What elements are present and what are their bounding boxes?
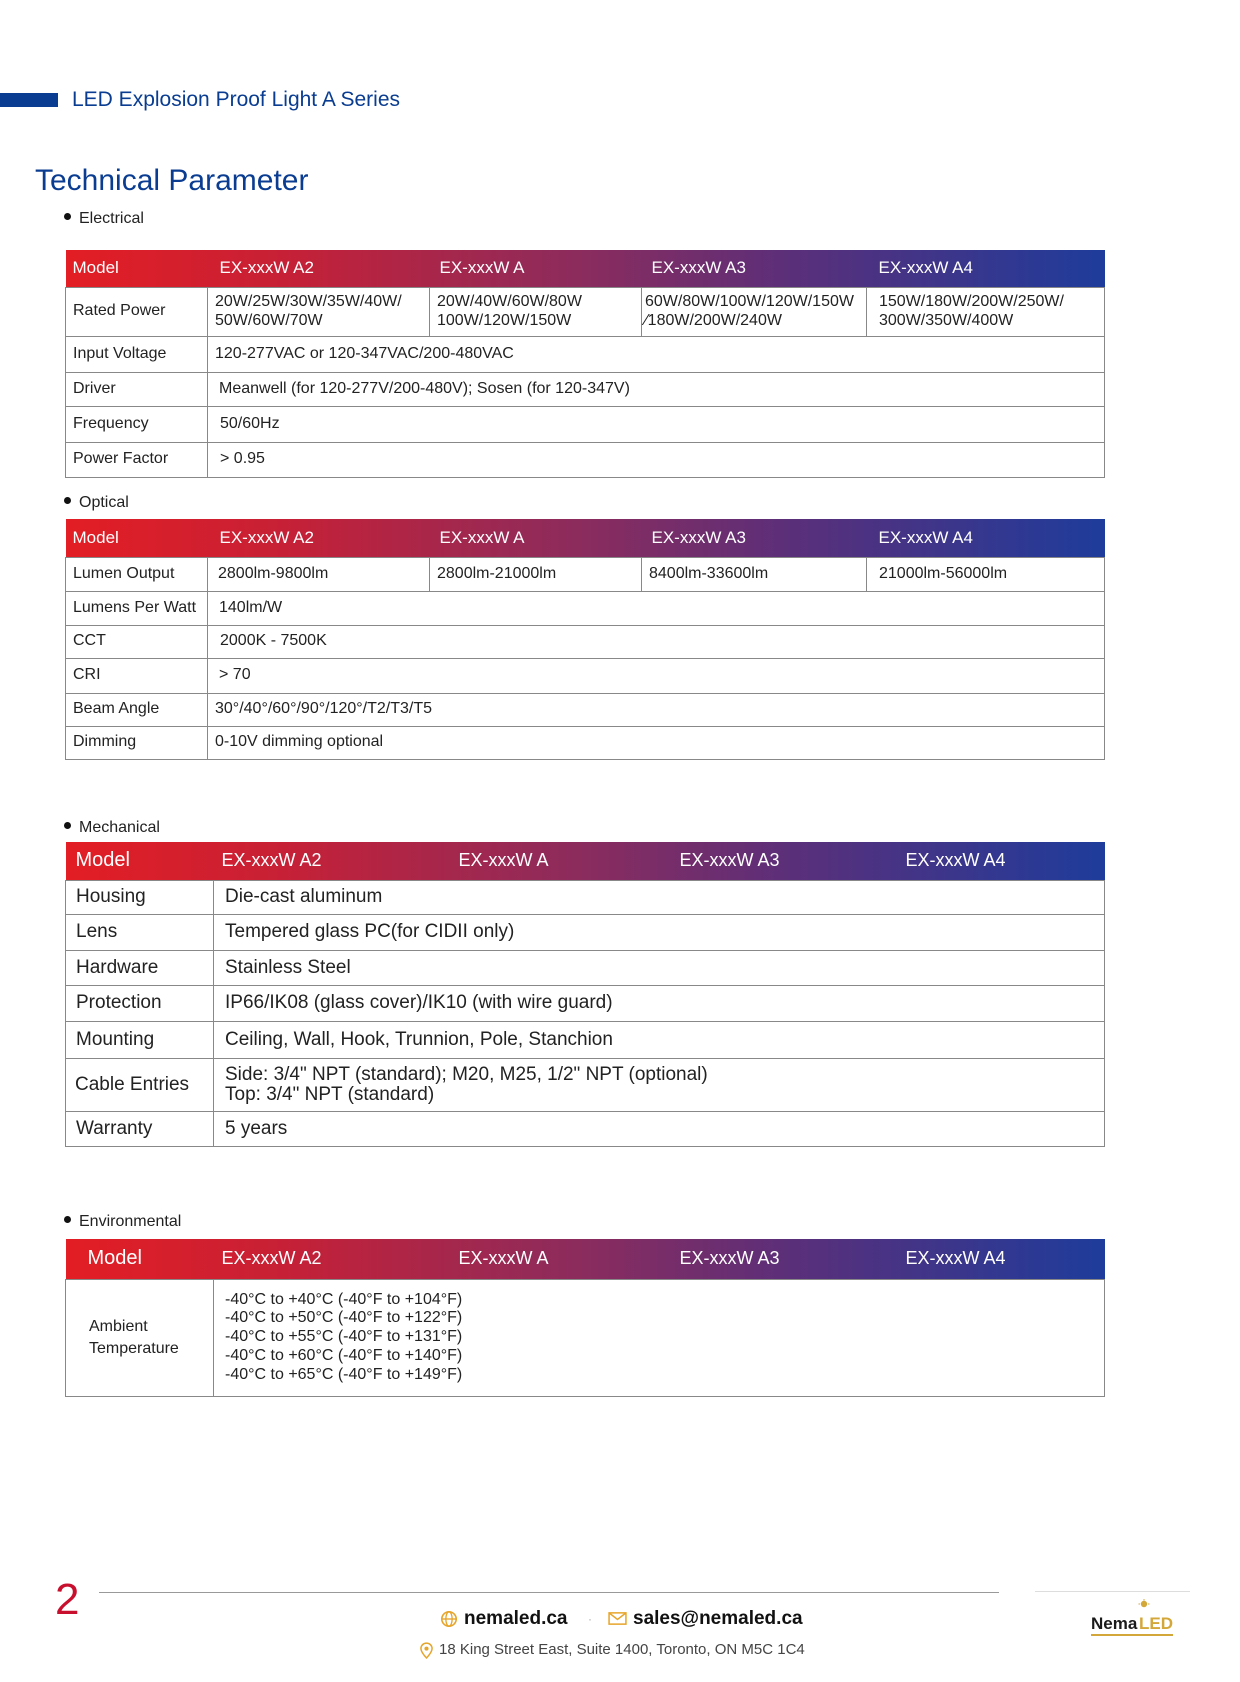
section-label-optical: Optical xyxy=(64,494,129,512)
header-model-a2: EX-xxxW A2 xyxy=(219,527,314,547)
ambient-temperature-value: -40°C to +40°C (-40°F to +104°F) -40°C to +50°C (-40°F to +122°F) -40°C to +55°C (-40°F to +131°F) -40°C to +60°C (-40°F to +140°F) -40°C to +65°C (-40°F to +149°F) xyxy=(214,1279,1105,1396)
table-header-row xyxy=(66,1239,1105,1279)
table-row xyxy=(66,625,1105,658)
row-label-cable-entries: Cable Entries xyxy=(66,1058,214,1111)
footer-address: 18 King Street East, Suite 1400, Toronto, ON M5C 1C4 xyxy=(420,1641,805,1659)
row-label-warranty: Warranty xyxy=(66,1111,214,1146)
footer-separator: · xyxy=(588,1612,592,1626)
header-model-a3: EX-xxxW A3 xyxy=(651,258,746,278)
header-model-a: EX-xxxW A xyxy=(458,850,549,871)
table-row xyxy=(66,914,1105,950)
table-row xyxy=(66,693,1105,726)
header-model-a4: EX-xxxW A4 xyxy=(905,850,1006,871)
table-row xyxy=(66,726,1105,759)
row-label-ambient-temperature: Ambient Temperature xyxy=(66,1279,214,1396)
svg-text:LED: LED xyxy=(1139,1614,1173,1633)
logo-mark xyxy=(1088,1598,1178,1642)
nemaled-logo xyxy=(1088,1598,1178,1642)
row-label-protection: Protection xyxy=(66,985,214,1021)
row-label-input-voltage: Input Voltage xyxy=(66,336,208,372)
rated-power-a: 20W/40W/60W/80W 100W/120W/150W xyxy=(430,287,642,336)
rated-power-a2: 20W/25W/30W/35W/40W/ 50W/60W/70W xyxy=(208,287,430,336)
bullet-icon xyxy=(64,497,71,504)
lumen-output-a: 2800lm-21000lm xyxy=(430,557,642,591)
header-model-a4: EX-xxxW A4 xyxy=(878,258,973,278)
header-model-a4: EX-xxxW A4 xyxy=(878,527,973,547)
table-row xyxy=(66,1279,1105,1396)
location-pin-icon xyxy=(420,1642,433,1659)
table-row xyxy=(66,442,1105,477)
dimming-value: 0-10V dimming optional xyxy=(208,726,1105,759)
header-model-a: EX-xxxW A xyxy=(439,527,525,547)
bullet-icon xyxy=(64,1216,71,1223)
table-row xyxy=(66,287,1105,336)
row-label-frequency: Frequency xyxy=(66,406,208,442)
table-row xyxy=(66,557,1105,591)
page-number: 2 xyxy=(55,1575,80,1624)
row-label-rated-power: Rated Power xyxy=(66,287,208,336)
rated-power-a4: 150W/180W/200W/250W/ 300W/350W/400W xyxy=(867,287,1105,336)
envelope-icon xyxy=(608,1611,627,1626)
header-model: Model xyxy=(72,527,119,547)
lumen-output-a2: 2800lm-9800lm xyxy=(208,557,430,591)
warranty-value: 5 years xyxy=(214,1111,1105,1146)
header-model: Model xyxy=(75,849,130,872)
table-row xyxy=(66,591,1105,625)
header-accent-bar xyxy=(0,93,58,107)
power-factor-value: > 0.95 xyxy=(208,442,1105,477)
header-model-a4: EX-xxxW A4 xyxy=(905,1248,1006,1269)
table-row xyxy=(66,985,1105,1021)
row-label-cct: CCT xyxy=(66,625,208,658)
footer-divider xyxy=(99,1592,999,1593)
section-label-environmental: Environmental xyxy=(64,1213,181,1231)
row-label-power-factor: Power Factor xyxy=(66,442,208,477)
bullet-icon xyxy=(64,822,71,829)
environmental-table xyxy=(65,1239,1105,1397)
table-row xyxy=(66,950,1105,985)
footer-email[interactable]: sales@nemaled.ca xyxy=(608,1608,803,1630)
header-model-a: EX-xxxW A xyxy=(439,258,525,278)
header-model-a2: EX-xxxW A2 xyxy=(219,258,314,278)
section-label-electrical: Electrical xyxy=(64,210,144,228)
section-label-mechanical: Mechanical xyxy=(64,819,160,837)
svg-text:Nema: Nema xyxy=(1091,1614,1138,1633)
rated-power-a3: 60W/80W/100W/120W/150W ∕180W/200W/240W xyxy=(642,287,867,336)
input-voltage-value: 120-277VAC or 120-347VAC/200-480VAC xyxy=(208,336,1105,372)
header-model-a: EX-xxxW A xyxy=(458,1248,549,1269)
mechanical-table xyxy=(65,842,1105,1147)
row-label-cri: CRI xyxy=(66,658,208,693)
header-model-a2: EX-xxxW A2 xyxy=(221,1248,322,1269)
table-row xyxy=(66,406,1105,442)
row-label-hardware: Hardware xyxy=(66,950,214,985)
table-row xyxy=(66,372,1105,406)
row-label-lumen-output: Lumen Output xyxy=(66,557,208,591)
table-row xyxy=(66,1058,1105,1111)
cri-value: > 70 xyxy=(208,658,1105,693)
lumen-output-a3: 8400lm-33600lm xyxy=(642,557,867,591)
lens-value: Tempered glass PC(for CIDII only) xyxy=(214,914,1105,950)
mounting-value: Ceiling, Wall, Hook, Trunnion, Pole, Stanchion xyxy=(214,1021,1105,1058)
optical-table xyxy=(65,519,1105,760)
header-model: Model xyxy=(87,1247,142,1270)
hardware-value: Stainless Steel xyxy=(214,950,1105,985)
protection-value: IP66/IK08 (glass cover)/IK10 (with wire guard) xyxy=(214,985,1105,1021)
header-model-a3: EX-xxxW A3 xyxy=(651,527,746,547)
driver-value: Meanwell (for 120-277V/200-480V); Sosen (for 120-347V) xyxy=(208,372,1105,406)
footer-divider xyxy=(1035,1591,1190,1592)
table-row xyxy=(66,336,1105,372)
header-model-a3: EX-xxxW A3 xyxy=(679,850,780,871)
table-row xyxy=(66,658,1105,693)
table-row xyxy=(66,1111,1105,1146)
row-label-mounting: Mounting xyxy=(66,1021,214,1058)
series-title: LED Explosion Proof Light A Series xyxy=(72,88,401,111)
frequency-value: 50/60Hz xyxy=(208,406,1105,442)
lumen-output-a4: 21000lm-56000lm xyxy=(867,557,1105,591)
table-row xyxy=(66,1021,1105,1058)
header-model-a2: EX-xxxW A2 xyxy=(221,850,322,871)
table-header-row xyxy=(66,519,1105,557)
beam-angle-value: 30°/40°/60°/90°/120°/T2/T3/T5 xyxy=(208,693,1105,726)
lumens-per-watt-value: 140lm/W xyxy=(208,591,1105,625)
row-label-driver: Driver xyxy=(66,372,208,406)
table-row xyxy=(66,880,1105,914)
row-label-beam-angle: Beam Angle xyxy=(66,693,208,726)
row-label-dimming: Dimming xyxy=(66,726,208,759)
electrical-table xyxy=(65,250,1105,478)
row-label-lens: Lens xyxy=(66,914,214,950)
housing-value: Die-cast aluminum xyxy=(214,880,1105,914)
cable-entries-value: Side: 3/4" NPT (standard); M20, M25, 1/2" NPT (optional) Top: 3/4" NPT (standard) xyxy=(214,1058,1105,1111)
footer-website[interactable]: nemaled.ca xyxy=(440,1608,568,1630)
page-title: Technical Parameter xyxy=(35,164,309,197)
bullet-icon xyxy=(64,213,71,220)
cct-value: 2000K - 7500K xyxy=(208,625,1105,658)
header-model: Model xyxy=(72,258,119,278)
row-label-lumens-per-watt: Lumens Per Watt xyxy=(66,591,208,625)
row-label-housing: Housing xyxy=(66,880,214,914)
globe-icon xyxy=(440,1610,458,1628)
header-model-a3: EX-xxxW A3 xyxy=(679,1248,780,1269)
table-header-row xyxy=(66,842,1105,880)
table-header-row xyxy=(66,250,1105,287)
